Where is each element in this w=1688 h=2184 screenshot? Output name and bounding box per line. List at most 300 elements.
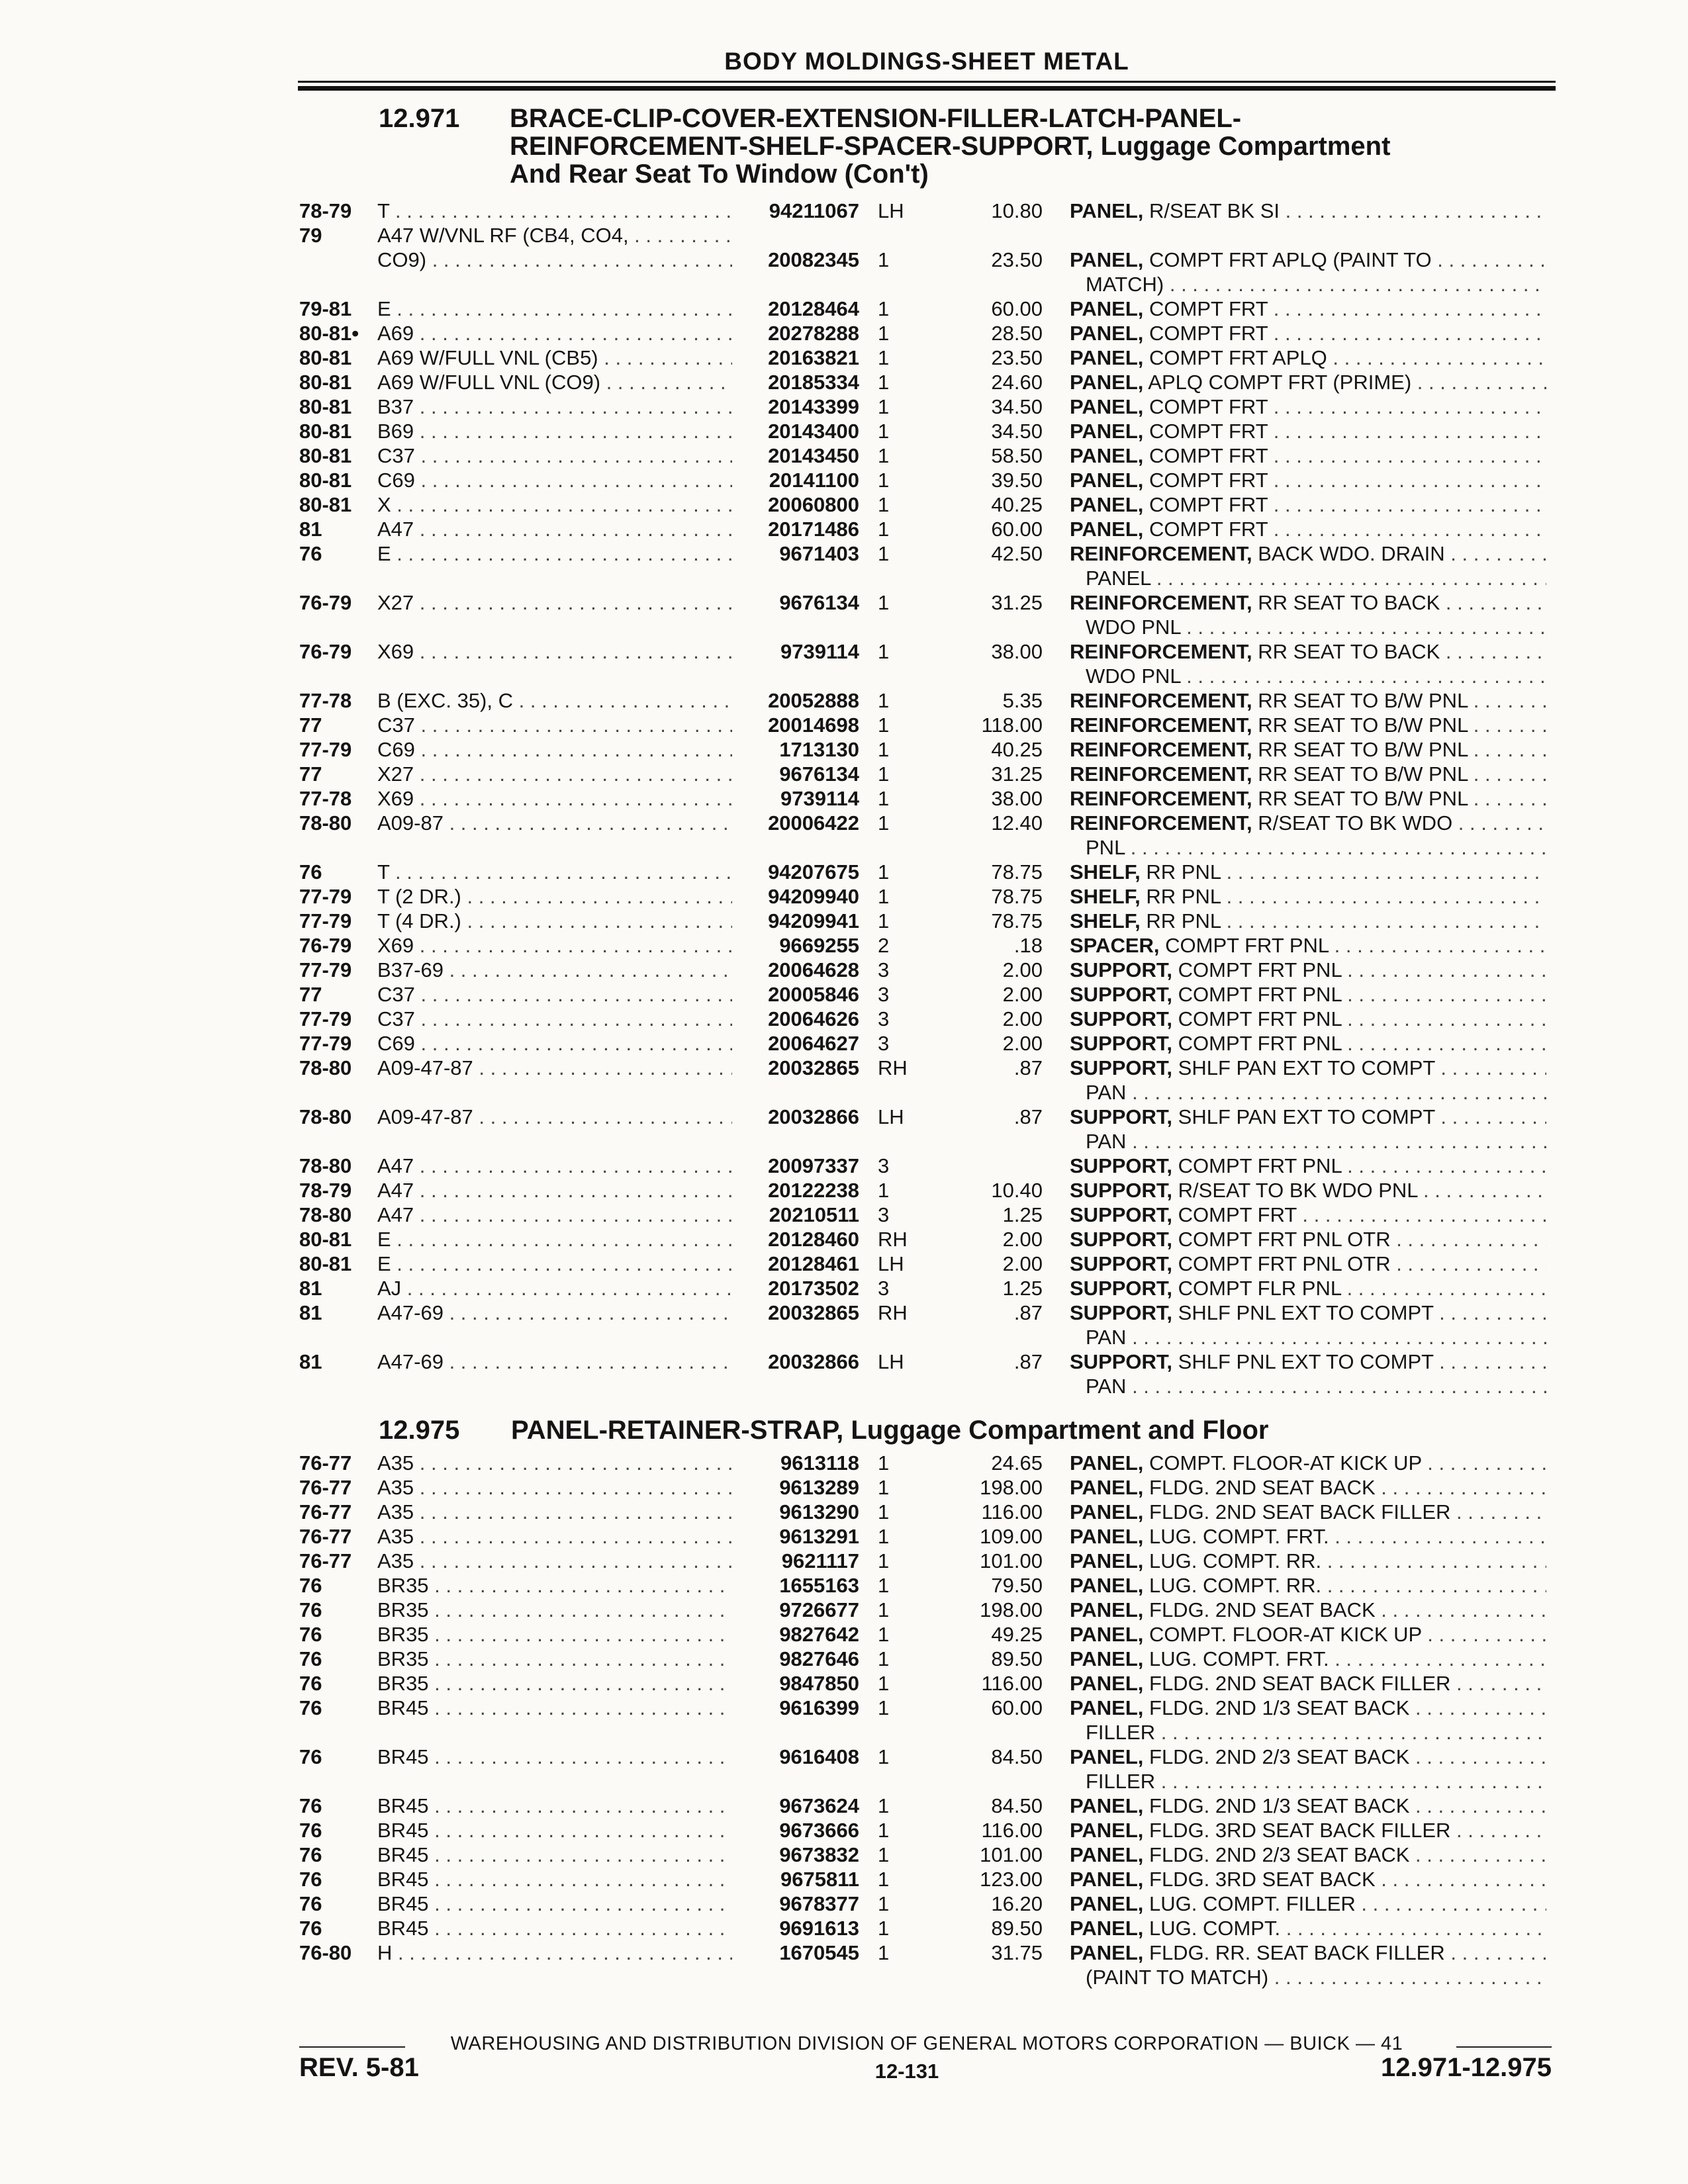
table-row-continuation: [0, 1080, 1688, 1105]
model-year: 76: [299, 1868, 322, 1891]
part-description-continued: FILLER . . .: [1086, 1720, 1546, 1745]
table-row: [0, 1696, 1688, 1720]
table-row-continuation: [0, 566, 1688, 590]
model-year: 76: [299, 860, 322, 884]
part-detail: SHLF PNL EXT TO COMPT: [1172, 1350, 1434, 1373]
quantity: 1: [878, 1868, 890, 1891]
model-code: X27 . . .: [377, 590, 732, 615]
table-row: [0, 909, 1688, 933]
table-row: [0, 1647, 1688, 1671]
part-name: PANEL,: [1070, 444, 1144, 467]
part-name: SHELF,: [1070, 860, 1141, 884]
quantity: 1: [878, 885, 890, 908]
quantity: 1: [878, 860, 890, 884]
part-detail: COMPT. FLOOR-AT KICK UP: [1143, 1623, 1422, 1646]
part-detail: FLDG. RR. SEAT BACK FILLER: [1143, 1941, 1445, 1964]
model-code: T . . .: [377, 860, 732, 884]
part-name: PANEL,: [1070, 1525, 1144, 1548]
quantity: 1: [878, 1745, 890, 1768]
part-name: PANEL,: [1070, 322, 1144, 345]
price: 23.50: [991, 248, 1043, 271]
part-name: PANEL,: [1070, 1868, 1144, 1891]
quantity: 1: [878, 322, 890, 345]
quantity: 1: [878, 444, 890, 467]
price: 198.00: [980, 1476, 1043, 1499]
model-code: BR45 . . .: [377, 1794, 732, 1818]
quantity: 1: [878, 713, 890, 737]
table-row: [0, 1843, 1688, 1867]
price: 60.00: [991, 518, 1043, 541]
quantity: 1: [878, 420, 890, 443]
model-code: BR35 . . .: [377, 1671, 732, 1696]
model-year: 76-77: [299, 1476, 352, 1499]
part-name: SUPPORT,: [1070, 1007, 1173, 1030]
part-name: SUPPORT,: [1070, 958, 1173, 981]
price: 84.50: [991, 1794, 1043, 1817]
part-number: 20032865: [768, 1056, 859, 1079]
model-code: A35 . . .: [377, 1451, 732, 1475]
part-name: SUPPORT,: [1070, 1252, 1173, 1275]
table-row: [0, 517, 1688, 541]
quantity: 1: [878, 1647, 890, 1670]
model-code: B (EXC. 35), C . . .: [377, 688, 732, 713]
section-title-line: REINFORCEMENT-SHELF-SPACER-SUPPORT, Luggage Compartment: [510, 132, 1391, 161]
table-row: [0, 199, 1688, 223]
part-detail: APLQ COMPT FRT (PRIME): [1143, 371, 1412, 394]
part-number: 20128464: [768, 297, 859, 320]
model-year: 78-80: [299, 1154, 352, 1177]
part-description: [1070, 1500, 1546, 1524]
model-year: 77-79: [299, 1032, 352, 1055]
part-detail: COMPT FRT: [1143, 420, 1268, 443]
model-code: A35 . . .: [377, 1500, 732, 1524]
part-detail: SHLF PAN EXT TO COMPT: [1172, 1056, 1435, 1079]
part-name: SHELF,: [1070, 885, 1141, 908]
model-year: 79: [299, 224, 322, 247]
model-year: 76: [299, 1892, 322, 1915]
quantity: 1: [878, 371, 890, 394]
price: .87: [1013, 1056, 1043, 1079]
part-name: PANEL,: [1070, 395, 1144, 418]
part-name: PANEL,: [1070, 1647, 1144, 1670]
part-name: SUPPORT,: [1070, 1203, 1173, 1226]
model-code: A47 . . .: [377, 517, 732, 541]
part-description-continued: PAN . . .: [1086, 1080, 1546, 1105]
part-description: [1070, 1349, 1546, 1374]
model-year: 76-77: [299, 1525, 352, 1548]
model-code: BR45 . . .: [377, 1745, 732, 1769]
model-code: A47 W/VNL RF (CB4, CO4, . . .: [377, 223, 732, 248]
model-year: 76: [299, 1745, 322, 1768]
part-detail: LUG. COMPT. FILLER: [1143, 1892, 1356, 1915]
part-name: SUPPORT,: [1070, 1056, 1173, 1079]
table-row: [0, 639, 1688, 664]
price: 39.50: [991, 469, 1043, 492]
quantity: 1: [878, 469, 890, 492]
part-detail: COMPT FRT: [1143, 518, 1268, 541]
model-code: X . . .: [377, 492, 732, 517]
table-row: [0, 223, 1688, 248]
part-detail: COMPT FRT PNL: [1172, 958, 1342, 981]
price: 2.00: [1002, 1252, 1043, 1275]
part-description: [1070, 394, 1546, 419]
model-year: 77: [299, 713, 322, 737]
part-detail: R/SEAT BK SI: [1143, 199, 1280, 222]
model-year: 76: [299, 542, 322, 565]
table-row-continuation: [0, 1720, 1688, 1745]
part-detail: COMPT FRT PNL: [1159, 934, 1329, 957]
part-description: [1070, 541, 1546, 566]
model-code: T (2 DR.) . . .: [377, 884, 732, 909]
quantity: 1: [878, 1819, 890, 1842]
part-number: 9673666: [779, 1819, 859, 1842]
table-row-continuation: [0, 835, 1688, 860]
part-number: 9613290: [779, 1500, 859, 1524]
model-year: 76: [299, 1696, 322, 1719]
part-number: 94207675: [768, 860, 859, 884]
model-year: 80-81: [299, 444, 352, 467]
table-row: [0, 1475, 1688, 1500]
part-detail: COMPT. FLOOR-AT KICK UP: [1143, 1451, 1422, 1475]
part-number: 9847850: [779, 1672, 859, 1695]
model-code: C37 . . .: [377, 713, 732, 737]
part-detail: COMPT FRT PNL OTR: [1172, 1252, 1391, 1275]
table-row: [0, 1573, 1688, 1598]
part-description: [1070, 811, 1546, 835]
part-number: 20173502: [768, 1277, 859, 1300]
part-detail: COMPT FRT: [1143, 493, 1268, 516]
model-year: 78-79: [299, 1179, 352, 1202]
part-description-continued: PANEL . . .: [1086, 566, 1546, 590]
part-description: [1070, 296, 1546, 321]
price: 109.00: [980, 1525, 1043, 1548]
part-detail: RR PNL: [1140, 885, 1221, 908]
part-name: PANEL,: [1070, 518, 1144, 541]
model-year: 76-77: [299, 1500, 352, 1524]
table-row-continuation: [0, 615, 1688, 639]
quantity: LH: [878, 1105, 904, 1128]
part-number: 9676134: [779, 762, 859, 786]
part-detail: RR SEAT TO B/W PNL: [1252, 787, 1468, 810]
part-number: 9669255: [779, 934, 859, 957]
part-name: SUPPORT,: [1070, 1179, 1173, 1202]
part-name: SUPPORT,: [1070, 1277, 1173, 1300]
part-description: [1070, 345, 1546, 370]
part-detail: RR PNL: [1140, 860, 1221, 884]
table-row: [0, 1598, 1688, 1622]
model-code: E . . .: [377, 1227, 732, 1251]
model-year: 78-80: [299, 1056, 352, 1079]
table-row: [0, 884, 1688, 909]
model-year: 78-79: [299, 199, 352, 222]
part-name: SHELF,: [1070, 909, 1141, 933]
part-description: [1070, 1794, 1546, 1818]
model-year: 76: [299, 1598, 322, 1621]
model-code: C69 . . .: [377, 737, 732, 762]
part-name: REINFORCEMENT,: [1070, 713, 1252, 737]
part-name: PANEL,: [1070, 1549, 1144, 1572]
part-name: PANEL,: [1070, 1500, 1144, 1524]
table-row: [0, 1524, 1688, 1549]
table-row: [0, 1818, 1688, 1843]
table-row: [0, 590, 1688, 615]
quantity: 1: [878, 1917, 890, 1940]
part-description: [1070, 1671, 1546, 1696]
quantity: 1: [878, 1574, 890, 1597]
model-year: 76: [299, 1623, 322, 1646]
part-detail: FLDG. 2ND 2/3 SEAT BACK: [1143, 1745, 1410, 1768]
quantity: 1: [878, 1549, 890, 1572]
part-detail: FLDG. 2ND SEAT BACK FILLER: [1143, 1500, 1451, 1524]
quantity: 1: [878, 297, 890, 320]
model-code: B69 . . .: [377, 419, 732, 443]
model-code: C69 . . .: [377, 468, 732, 492]
part-detail: COMPT FRT PNL OTR: [1172, 1228, 1391, 1251]
table-row: [0, 1031, 1688, 1056]
model-year: 78-80: [299, 811, 352, 835]
part-detail: COMPT FRT PNL: [1172, 1007, 1342, 1030]
part-name: SUPPORT,: [1070, 1154, 1173, 1177]
part-description: [1070, 419, 1546, 443]
part-description: [1070, 1276, 1546, 1300]
price: 78.75: [991, 860, 1043, 884]
quantity: 1: [878, 909, 890, 933]
part-name: PANEL,: [1070, 493, 1144, 516]
part-name: SUPPORT,: [1070, 1032, 1173, 1055]
table-row-continuation: [0, 272, 1688, 296]
part-description: [1070, 1031, 1546, 1056]
part-name: PANEL,: [1070, 1476, 1144, 1499]
part-number: 9616399: [779, 1696, 859, 1719]
part-number: 20082345: [768, 248, 859, 271]
model-code: C37 . . .: [377, 982, 732, 1007]
part-number: 9673832: [779, 1843, 859, 1866]
quantity: 1: [878, 689, 890, 712]
table-row: [0, 1671, 1688, 1696]
table-row: [0, 1622, 1688, 1647]
model-year: 81: [299, 1350, 322, 1373]
quantity: 3: [878, 1154, 890, 1177]
part-number: 20052888: [768, 689, 859, 712]
price: 116.00: [981, 1500, 1043, 1524]
part-detail: COMPT FRT: [1143, 444, 1268, 467]
table-row: [0, 1549, 1688, 1573]
price: 38.00: [991, 787, 1043, 810]
price: 10.80: [991, 199, 1043, 222]
model-code: A47 . . .: [377, 1178, 732, 1203]
price: 31.75: [991, 1941, 1043, 1964]
part-number: 20185334: [768, 371, 859, 394]
quantity: 1: [878, 1623, 890, 1646]
part-description: [1070, 786, 1546, 811]
part-description: [1070, 1745, 1546, 1769]
part-description: [1070, 1916, 1546, 1940]
table-row: [0, 1891, 1688, 1916]
section-title-line: BRACE-CLIP-COVER-EXTENSION-FILLER-LATCH-PANEL-: [510, 104, 1242, 133]
part-name: SUPPORT,: [1070, 1301, 1173, 1324]
part-description: [1070, 1867, 1546, 1891]
model-code: C37 . . .: [377, 1007, 732, 1031]
part-detail: FLDG. 2ND SEAT BACK: [1143, 1476, 1376, 1499]
part-number: 20163821: [768, 346, 859, 369]
part-number: 20128461: [768, 1252, 859, 1275]
part-description: [1070, 1940, 1546, 1965]
model-code: BR45 . . .: [377, 1696, 732, 1720]
price: 101.00: [980, 1843, 1043, 1866]
part-description: [1070, 958, 1546, 982]
part-number: 9678377: [779, 1892, 859, 1915]
table-row: [0, 933, 1688, 958]
part-description-continued: WDO PNL . . .: [1086, 615, 1546, 639]
section-title-line: PANEL-RETAINER-STRAP, Luggage Compartment and Floor: [511, 1416, 1269, 1445]
table-row-continuation: [0, 1325, 1688, 1349]
part-description-continued: MATCH) . . .: [1086, 272, 1546, 296]
part-name: REINFORCEMENT,: [1070, 811, 1252, 835]
part-number: 94209940: [768, 885, 859, 908]
model-code: X27 . . .: [377, 762, 732, 786]
part-description: [1070, 492, 1546, 517]
price: 101.00: [980, 1549, 1043, 1572]
price: 79.50: [991, 1574, 1043, 1597]
header-rule: [298, 81, 1556, 83]
part-detail: FLDG. 2ND 2/3 SEAT BACK: [1143, 1843, 1410, 1866]
part-description: [1070, 1573, 1546, 1598]
table-row: [0, 1178, 1688, 1203]
model-code: E . . .: [377, 1251, 732, 1276]
quantity: 1: [878, 787, 890, 810]
part-name: PANEL,: [1070, 1574, 1144, 1597]
table-row: [0, 982, 1688, 1007]
model-code: E . . .: [377, 296, 732, 321]
page-header: BODY MOLDINGS-SHEET METAL: [724, 48, 1129, 75]
quantity: 2: [878, 934, 890, 957]
part-name: REINFORCEMENT,: [1070, 542, 1252, 565]
part-description: [1070, 248, 1546, 272]
price: 1.25: [1002, 1277, 1043, 1300]
part-description-continued: PAN . . .: [1086, 1374, 1546, 1398]
table-row: [0, 1867, 1688, 1891]
table-row: [0, 1500, 1688, 1524]
part-name: PANEL,: [1070, 1794, 1144, 1817]
table-row: [0, 811, 1688, 835]
part-number: 9613289: [779, 1476, 859, 1499]
part-number: 20060800: [768, 493, 859, 516]
table-row: [0, 394, 1688, 419]
model-code: BR45 . . .: [377, 1891, 732, 1916]
model-year: 80-81: [299, 493, 352, 516]
price: 78.75: [991, 885, 1043, 908]
part-number: 9676134: [779, 591, 859, 614]
price: 60.00: [991, 1696, 1043, 1719]
quantity: 1: [878, 811, 890, 835]
table-row: [0, 1451, 1688, 1475]
model-code: H . . .: [377, 1940, 732, 1965]
quantity: 1: [878, 1525, 890, 1548]
part-description: [1070, 1154, 1546, 1178]
model-code: B37-69 . . .: [377, 958, 732, 982]
table-row: [0, 419, 1688, 443]
part-description: [1070, 1203, 1546, 1227]
quantity: RH: [878, 1301, 908, 1324]
table-row-continuation: [0, 664, 1688, 688]
model-code: A69 W/FULL VNL (CB5) . . .: [377, 345, 732, 370]
part-description: [1070, 321, 1546, 345]
part-name: PANEL,: [1070, 1917, 1144, 1940]
model-code: A35 . . .: [377, 1524, 732, 1549]
model-year: 76-80: [299, 1941, 352, 1964]
table-row: [0, 370, 1688, 394]
model-year: 81: [299, 1277, 322, 1300]
quantity: 1: [878, 1672, 890, 1695]
part-number: 94211067: [769, 199, 859, 222]
part-name: PANEL,: [1070, 1745, 1144, 1768]
header-rule-thick: [298, 86, 1556, 91]
model-year: 78-80: [299, 1105, 352, 1128]
part-description: [1070, 1251, 1546, 1276]
part-name: PANEL,: [1070, 420, 1144, 443]
part-description-continued: PNL . . .: [1086, 835, 1546, 860]
price: 40.25: [991, 493, 1043, 516]
part-name: PANEL,: [1070, 1696, 1144, 1719]
part-description-continued: PAN . . .: [1086, 1129, 1546, 1154]
model-year: 77-79: [299, 1007, 352, 1030]
group-range: 12.971-12.975: [1380, 2053, 1552, 2082]
table-row: [0, 1940, 1688, 1965]
part-description: [1070, 884, 1546, 909]
part-number: 20032866: [768, 1105, 859, 1128]
part-detail: RR PNL: [1140, 909, 1221, 933]
price: 123.00: [980, 1868, 1043, 1891]
model-year: 77-79: [299, 958, 352, 981]
part-detail: RR SEAT TO B/W PNL: [1252, 689, 1468, 712]
price: 116.00: [981, 1672, 1043, 1695]
table-row: [0, 468, 1688, 492]
model-code: A69 . . .: [377, 321, 732, 345]
part-description: [1070, 1622, 1546, 1647]
quantity: 3: [878, 1032, 890, 1055]
model-year: 76-79: [299, 640, 352, 663]
price: 49.25: [991, 1623, 1043, 1646]
part-name: SUPPORT,: [1070, 983, 1173, 1006]
quantity: 1: [878, 591, 890, 614]
model-code: T . . .: [377, 199, 732, 223]
model-year: 77-79: [299, 885, 352, 908]
part-number: 1713130: [779, 738, 859, 761]
part-description: [1070, 639, 1546, 664]
model-year: 80-81: [299, 420, 352, 443]
section-number: 12.971: [379, 104, 460, 133]
table-row: [0, 688, 1688, 713]
model-code: A69 W/FULL VNL (CO9) . . .: [377, 370, 732, 394]
quantity: 1: [878, 1843, 890, 1866]
part-description: [1070, 1178, 1546, 1203]
part-number: 9675811: [780, 1868, 859, 1891]
table-row: [0, 1056, 1688, 1080]
part-number: 9613291: [779, 1525, 859, 1548]
price: 60.00: [991, 297, 1043, 320]
part-description-continued: PAN . . .: [1086, 1325, 1546, 1349]
model-code: B37 . . .: [377, 394, 732, 419]
part-description: [1070, 1696, 1546, 1720]
part-number: 9613118: [780, 1451, 859, 1475]
price: 89.50: [991, 1917, 1043, 1940]
part-number: 9621117: [781, 1549, 859, 1572]
model-year: 76: [299, 1574, 322, 1597]
table-row: [0, 958, 1688, 982]
part-number: 20143399: [768, 395, 859, 418]
quantity: 1: [878, 518, 890, 541]
model-year: 76: [299, 1794, 322, 1817]
